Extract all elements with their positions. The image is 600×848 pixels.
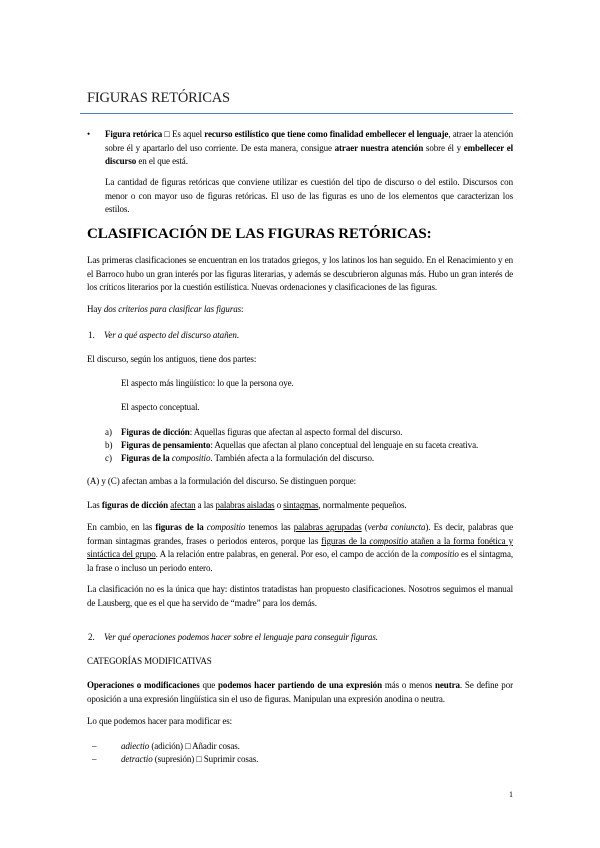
text-run: El aspecto conceptual.	[121, 402, 200, 412]
text-run: (	[361, 522, 368, 532]
section-heading: CLASIFICACIÓN DE LAS FIGURAS RETÓRICAS:	[87, 226, 432, 242]
criterion-1	[104, 329, 504, 343]
text-run: embellecer el discurso	[105, 142, 513, 166]
list-number-1: 1.	[88, 330, 95, 340]
definition-paragraph-2	[105, 176, 513, 217]
text-run: que	[199, 680, 219, 690]
modification-marker: –	[92, 741, 97, 751]
bullet-icon: •	[87, 129, 91, 139]
category-title: CATEGORÍAS MODIFICATIVAS	[87, 656, 212, 666]
parts-intro	[87, 353, 513, 367]
definition-paragraph	[105, 128, 513, 169]
text-run: Figuras de dicción	[121, 427, 190, 437]
criterion-2	[104, 631, 504, 645]
figure-type-marker: b)	[105, 440, 113, 450]
text-run: □ Es aquel	[164, 129, 205, 139]
figure-type-item	[121, 426, 513, 440]
part-linguistic	[121, 377, 511, 391]
text-run: El aspecto más lingüístico: lo que la persona oye.	[121, 378, 294, 388]
text-run: : Aquellas figuras que afectan al aspecto formal del discurso.	[189, 427, 403, 437]
text-run: Figuras de la	[121, 453, 172, 463]
text-run: Figuras de pensamiento	[121, 440, 211, 450]
text-run: sobre él y	[423, 142, 464, 153]
text-run: afectan	[170, 500, 196, 510]
text-run: :	[241, 304, 244, 314]
text-run: Figura retórica	[105, 129, 165, 139]
text-run: detractio	[121, 754, 153, 764]
text-run: En cambio, en las	[87, 522, 156, 532]
operations-paragraph	[87, 679, 513, 706]
text-run: o	[274, 500, 284, 510]
text-run: atraer nuestra atención	[334, 142, 424, 153]
modification-marker: –	[92, 754, 97, 764]
text-run: tenemos las	[245, 522, 294, 532]
text-run: en el que está.	[136, 156, 188, 166]
text-run: compositio	[171, 453, 211, 463]
diccion-paragraph	[87, 499, 513, 513]
text-run: recurso estilístico que tiene como finalidad embellecer el lenguaje	[204, 129, 449, 139]
figure-type-marker: a)	[105, 427, 112, 437]
text-run: .	[236, 330, 239, 340]
figure-type-item	[121, 439, 513, 453]
text-run: dos criterios para clasificar las figuras	[103, 304, 242, 314]
text-run: adiectio	[121, 741, 150, 751]
text-run: más o menos	[381, 680, 435, 690]
modification-item	[121, 740, 513, 754]
text-run: (A) y (C) afectan ambas a la formulación del discurso. Se distinguen porque:	[87, 476, 357, 486]
text-run: La cantidad de figuras retóricas que conviene utilizar es cuestión del tipo de discurso o del estilo. Discursos con menor o con mayor uso de figuras retóricas. El uso de las figuras es uno de los elementos que caracterizan los estilos.	[105, 177, 513, 214]
text-run: palabras agrupadas	[293, 522, 362, 532]
figure-type-marker: c)	[105, 453, 112, 463]
text-run: sintagmas	[283, 500, 319, 510]
intro-paragraph	[87, 254, 513, 295]
text-run: palabras aisladas	[215, 500, 275, 510]
text-run: verba coniuncta	[367, 522, 426, 532]
text-run: , normalmente pequeños.	[318, 500, 407, 510]
text-run: Operaciones o modificaciones	[87, 680, 200, 690]
text-run: , atraer la atención sobre él y apartarlo del uso corriente. De esta manera, consigue	[105, 129, 514, 153]
compositio-paragraph	[87, 521, 513, 575]
text-run: neutra	[435, 680, 460, 690]
text-run: compositio	[369, 535, 408, 546]
text-run: . Se define por oposición a una expresión lingüística sin el uso de figuras. Manipulan una expresión anodina o neutra.	[87, 680, 514, 704]
text-run: Lo que podemos hacer para modificar es:	[87, 716, 233, 726]
text-run: Ver qué operaciones podemos hacer sobre el lenguaje para conseguir figuras.	[104, 632, 378, 642]
criteria-paragraph	[87, 303, 513, 317]
text-run: atañen a la forma fonética y sintáctica del grupo	[87, 535, 513, 559]
text-run: podemos hacer partiendo de una expresión	[218, 680, 382, 690]
title-underline	[80, 113, 513, 114]
text-run: (adición) □ Añadir cosas.	[149, 741, 240, 751]
text-run: figuras de dicción	[101, 500, 169, 510]
text-run: Hay	[87, 304, 104, 314]
text-run: ). Es decir, palabras que forman sintagmas grandes, frases o periodos enteros, porque las	[87, 522, 513, 546]
ac-paragraph	[87, 475, 513, 489]
text-run: : Aquellas que afectan al plano conceptual del lenguaje en su faceta creativa.	[210, 440, 479, 450]
list-number-2: 2.	[88, 632, 95, 642]
text-run: a las	[195, 500, 216, 510]
text-run: El discurso, según los antiguos, tiene dos partes:	[87, 354, 257, 364]
text-run: La clasificación no es la única que hay: distintos tratadistas han propuesto clasificaciones. Nosotros seguimos el manual de Lausberg, que es el que ha servido de “madre” para los demás.	[87, 584, 513, 608]
text-run: . A la relación entre palabras, en general. Por eso, el campo de acción de la	[155, 549, 421, 559]
text-run: Las primeras clasificaciones se encuentran en los tratados griegos, y los latinos los han seguido. En el Renacimiento y en el Barroco hubo un gran interés por las figuras literarias, y además se descubrieron algunas más. Hubo un gran interés de los críticos literarios por la cuestión estilística. Nuevas ordenaciones y clasificaciones de las figuras.	[87, 255, 513, 292]
text-run: compositio	[206, 522, 246, 532]
document-title: FIGURAS RETÓRICAS	[87, 90, 230, 106]
text-run: figuras de la	[155, 522, 207, 532]
modification-item	[121, 753, 513, 767]
text-run: (supresión) □ Suprimir cosas.	[152, 754, 259, 764]
page-number: 1	[509, 790, 513, 799]
text-run: Ver a qué aspecto del discurso atañen	[104, 330, 237, 340]
figure-type-item	[121, 452, 513, 466]
text-run: figuras de la	[321, 535, 370, 546]
modify-intro	[87, 715, 513, 729]
lausberg-paragraph	[87, 583, 513, 610]
text-run: . También afecta a la formulación del discurso.	[210, 453, 375, 463]
text-run: Las	[87, 500, 102, 510]
text-run: es el sintagma, la frase o incluso un periodo entero.	[87, 549, 513, 573]
text-run: compositio	[420, 549, 459, 559]
part-conceptual	[121, 401, 511, 415]
